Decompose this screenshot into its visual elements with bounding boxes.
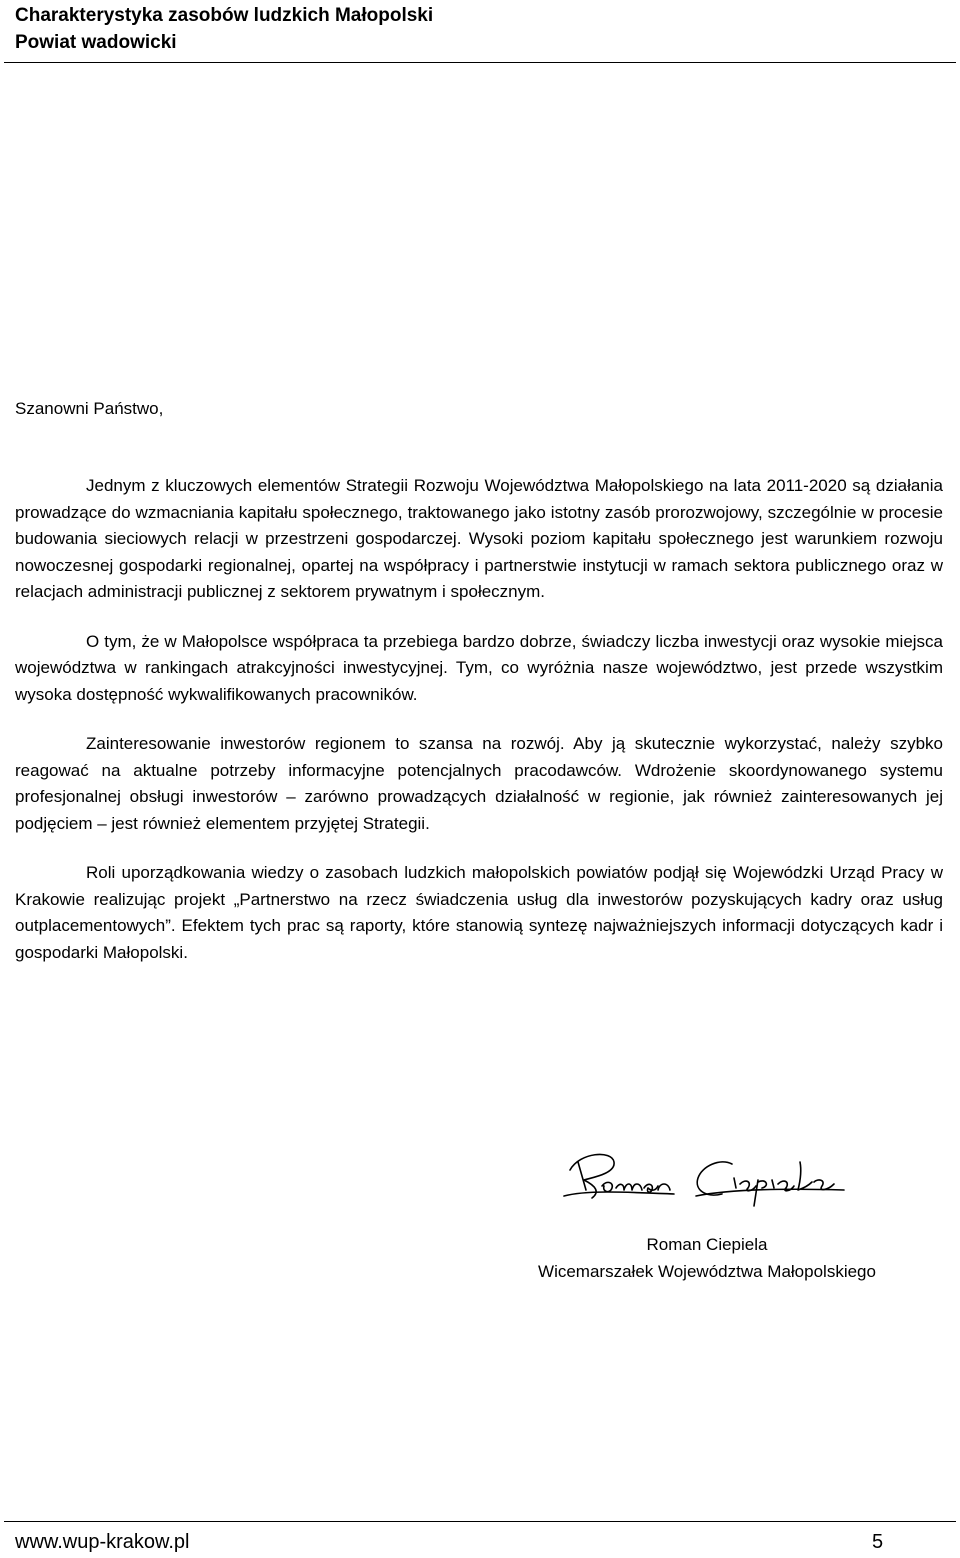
paragraph-3: Zainteresowanie inwestorów regionem to szansa na rozwój. Aby ją skutecznie wykorzystać, należy szybko reagować na aktualne potrzeby informacyjne potencjalnych pracodawców. Wdrożenie skoordynowanego systemu profesjonalnej obsługi inwestorów – zarówno prowadzących działalność w regionie, jak również zainteresowanych jej podjęciem – jest również elementem przyjętej Strategii. xyxy=(15,734,943,833)
page-number: 5 xyxy=(872,1531,884,1553)
paragraph-1: Jednym z kluczowych elementów Strategii Rozwoju Województwa Małopolskiego na lata 2011-2020 są działania prowadzące do wzmacniania kapitału społecznego, traktowanego jako istotny zasób prorozwojowy, szczególnie w procesie budowania sieciowych relacji w przestrzeni gospodarczej. Wysoki poziom kapitału społecznego jest warunkiem rozwoju nowoczesnej gospodarki regionalnej, opartej na współpracy i partnerstwie instytucji w ramach sektora publicznego oraz w relacjach administracji publicznej z sektorem prywatnym i społecznym. xyxy=(15,476,943,601)
header-divider xyxy=(4,62,956,63)
handwritten-signature xyxy=(556,1140,852,1220)
document-header xyxy=(15,2,433,56)
footer-url: www.wup-krakow.pl xyxy=(15,1531,190,1553)
footer-divider xyxy=(4,1521,956,1522)
letter-body xyxy=(15,473,943,989)
header-title-line2: Powiat wadowicki xyxy=(15,32,177,53)
header-title-line1: Charakterystyka zasobów ludzkich Małopolski xyxy=(15,5,434,26)
signer-name: Roman Ciepiela xyxy=(646,1235,768,1254)
salutation: Szanowni Państwo, xyxy=(15,399,164,418)
paragraph-4: Roli uporządkowania wiedzy o zasobach ludzkich małopolskich powiatów podjął się Wojewódzki Urząd Pracy w Krakowie realizując projekt „Partnerstwo na rzecz świadczenia usług dla inwestorów pozyskujących kadry oraz usług outplacementowych”. Efektem tych prac są raporty, które stanowią syntezę najważniejszych informacji dotyczących kadr i gospodarki Małopolski. xyxy=(15,863,943,962)
paragraph-2: O tym, że w Małopolsce współpraca ta przebiega bardzo dobrze, świadczy liczba inwestycji oraz wysokie miejsca województwa w rankingach atrakcyjności inwestycyjnej. Tym, co wyróżnia nasze województwo, jest przede wszystkim wysoka dostępność wykwalifikowanych pracowników. xyxy=(15,631,943,704)
signer-title: Wicemarszałek Województwa Małopolskiego xyxy=(538,1262,876,1281)
signer-block xyxy=(506,1231,908,1285)
